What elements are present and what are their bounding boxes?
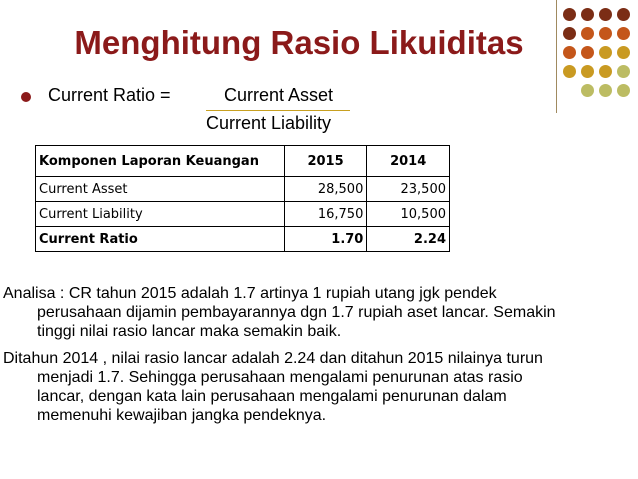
paragraph-line: memenuhi kewajiban jangka pendeknya.	[37, 407, 327, 424]
financial-table	[35, 145, 450, 252]
decor-dot	[599, 65, 612, 78]
decor-dot	[563, 65, 576, 78]
table-cell: 10,500	[367, 202, 450, 227]
table-cell: Current Liability	[36, 202, 285, 227]
decor-dot	[617, 84, 630, 97]
decor-dot	[599, 27, 612, 40]
decor-dot	[581, 84, 594, 97]
header-cell: 2015	[284, 146, 367, 177]
paragraph-line: lancar, dengan kata lain perusahaan mengalami penurunan dalam	[37, 388, 507, 405]
table-cell: 28,500	[284, 177, 367, 202]
table-row	[36, 202, 450, 227]
table-row	[36, 227, 450, 252]
formula-denominator: Current Liability	[206, 113, 332, 133]
paragraph-line: Analisa : CR tahun 2015 adalah 1.7 artinya 1 rupiah utang jgk pendek	[3, 285, 497, 302]
decor-dot	[599, 84, 612, 97]
decor-dot	[617, 8, 630, 21]
table-cell: Current Ratio	[36, 227, 285, 252]
decor-dot	[581, 65, 594, 78]
paragraph-line: menjadi 1.7. Sehingga perusahaan mengalami penurunan atas rasio	[37, 369, 523, 386]
analysis-paragraph-1	[3, 284, 613, 341]
table-cell: 16,750	[284, 202, 367, 227]
table-row	[36, 177, 450, 202]
slide-title: Menghitung Rasio Likuiditas	[74, 24, 524, 61]
header-cell: Komponen Laporan Keuangan	[36, 146, 285, 177]
header-cell: 2014	[367, 146, 450, 177]
bullet-icon	[21, 92, 31, 102]
paragraph-line: tinggi nilai rasio lancar maka semakin baik.	[37, 323, 342, 340]
table-cell: 2.24	[367, 227, 450, 252]
table-header-row	[36, 146, 450, 177]
analysis-paragraph-2	[3, 349, 613, 425]
table-cell: 1.70	[284, 227, 367, 252]
decor-dot	[581, 8, 594, 21]
fraction-bar	[206, 110, 350, 111]
decor-dot	[617, 27, 630, 40]
paragraph-line: perusahaan dijamin pembayarannya dgn 1.7 rupiah aset lancar. Semakin	[37, 304, 556, 321]
decor-dot	[617, 65, 630, 78]
decor-dot	[617, 46, 630, 59]
decor-dot	[599, 8, 612, 21]
table-cell: Current Asset	[36, 177, 285, 202]
paragraph-line: Ditahun 2014 , nilai rasio lancar adalah 2.24 dan ditahun 2015 nilainya turun	[3, 350, 543, 367]
table-cell: 23,500	[367, 177, 450, 202]
decor-dot	[563, 8, 576, 21]
decor-dot	[599, 46, 612, 59]
formula-numerator: Current Asset	[224, 85, 334, 105]
formula-label: Current Ratio =	[48, 85, 171, 105]
